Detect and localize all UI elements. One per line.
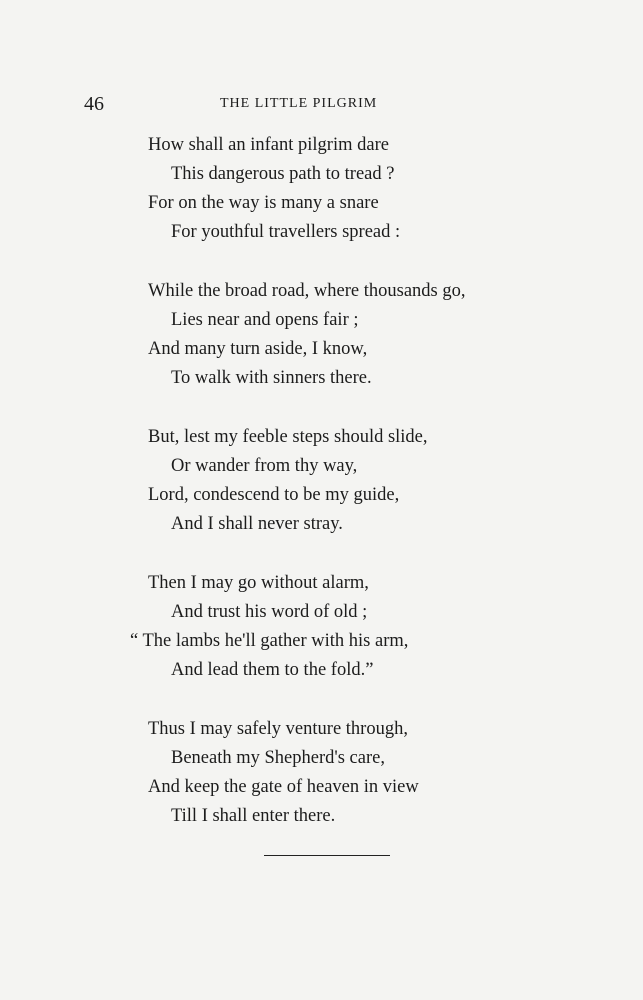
poem-line: And keep the gate of heaven in view	[148, 777, 419, 797]
poem-line: To walk with sinners there.	[171, 368, 372, 388]
poem-line: This dangerous path to tread ?	[171, 164, 395, 184]
poem-line: And lead them to the fold.”	[171, 660, 374, 680]
stanza	[0, 277, 643, 393]
poem-line: Lies near and opens fair ;	[171, 310, 359, 330]
poem-line: While the broad road, where thousands go,	[148, 281, 466, 301]
poem-line: Then I may go without alarm,	[148, 573, 369, 593]
stanza	[0, 715, 643, 831]
page-number: 46	[84, 93, 104, 115]
stanza	[0, 569, 643, 685]
poem-line: Thus I may safely venture through,	[148, 719, 408, 739]
stanza	[0, 131, 643, 247]
poem-line: How shall an infant pilgrim dare	[148, 135, 389, 155]
poem-line: And trust his word of old ;	[171, 602, 368, 622]
running-title: THE LITTLE PILGRIM	[220, 96, 378, 111]
poem-line: And I shall never stray.	[171, 514, 343, 534]
poem-line: Till I shall enter there.	[171, 806, 336, 826]
poem-line: “ The lambs he'll gather with his arm,	[130, 631, 409, 651]
closing-rule	[264, 855, 390, 856]
poem-line: For youthful travellers spread :	[171, 222, 401, 242]
poem-line: Or wander from thy way,	[171, 456, 358, 476]
stanza	[0, 423, 643, 539]
poem-line: Beneath my Shepherd's care,	[171, 748, 385, 768]
poem-line: And many turn aside, I know,	[148, 339, 368, 359]
poem-line: Lord, condescend to be my guide,	[148, 485, 400, 505]
poem-line: But, lest my feeble steps should slide,	[148, 427, 428, 447]
poem-line: For on the way is many a snare	[148, 193, 379, 213]
poem	[0, 131, 643, 861]
